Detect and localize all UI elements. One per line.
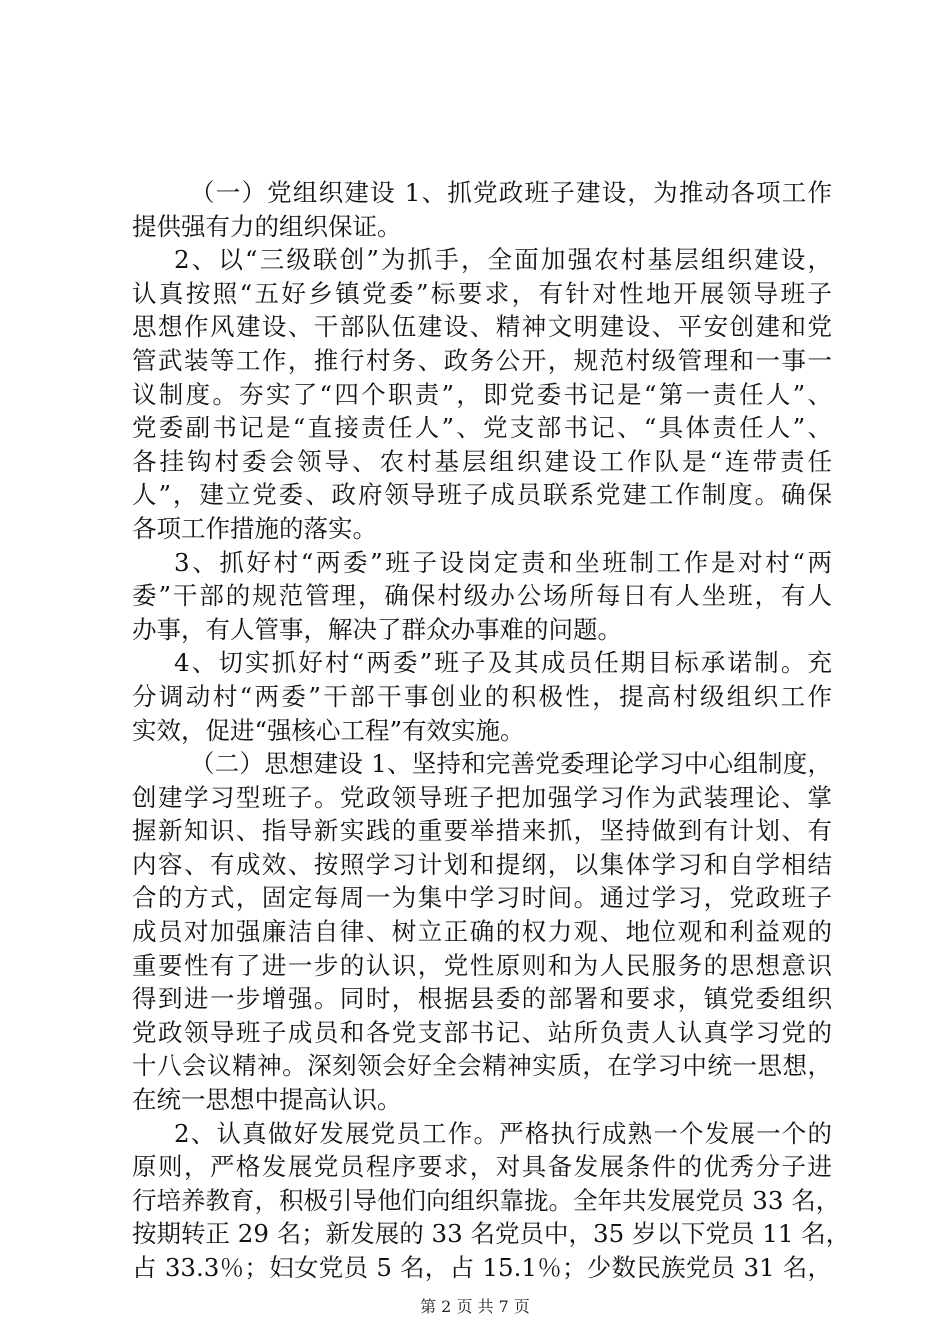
paragraph-line: 原则，严格发展党员程序要求，对具备发展条件的优秀分子进 bbox=[132, 1152, 832, 1182]
paragraph-line: 议制度。夯实了“四个职责”，即党委书记是“第一责任人”、 bbox=[132, 379, 832, 409]
paragraph-line: 占 33.3％；妇女党员 5 名，占 15.1％；少数民族党员 31 名， bbox=[132, 1253, 832, 1282]
paragraph-line: 成员对加强廉洁自律、树立正确的权力观、地位观和利益观的 bbox=[132, 917, 832, 947]
paragraph-line: 分调动村“两委”干部干事创业的积极性，提高村级组织工作 bbox=[132, 681, 832, 711]
paragraph-line: 2、以“三级联创”为抓手，全面加强农村基层组织建设， bbox=[174, 245, 832, 275]
paragraph-line: 创建学习型班子。党政领导班子把加强学习作为武装理论、掌 bbox=[132, 782, 832, 812]
paragraph-line: 十八会议精神。深刻领会好全会精神实质，在学习中统一思想， bbox=[132, 1051, 832, 1081]
document-body bbox=[132, 176, 851, 1285]
paragraph-line: 思想作风建设、干部队伍建设、精神文明建设、平安创建和党 bbox=[132, 312, 832, 342]
paragraph-line: 握新知识、指导新实践的重要举措来抓，坚持做到有计划、有 bbox=[132, 816, 832, 846]
paragraph-line: （二）思想建设 1、坚持和完善党委理论学习中心组制度， bbox=[190, 749, 832, 779]
paragraph-line: 管武装等工作，推行村务、政务公开，规范村级管理和一事一 bbox=[132, 345, 832, 375]
paragraph-line: 党委副书记是“直接责任人”、党支部书记、“具体责任人”、 bbox=[132, 413, 832, 443]
paragraph-line: 党政领导班子成员和各党支部书记、站所负责人认真学习党的 bbox=[132, 1017, 832, 1047]
paragraph-line: 各挂钩村委会领导、农村基层组织建设工作队是“连带责任 bbox=[132, 446, 832, 476]
paragraph-line: 提供强有力的组织保证。 bbox=[132, 211, 402, 241]
paragraph-line: 各项工作措施的落实。 bbox=[132, 513, 377, 543]
paragraph-line: （一）党组织建设 1、抓党政班子建设，为推动各项工作 bbox=[190, 178, 832, 207]
paragraph-line: 委”干部的规范管理，确保村级办公场所每日有人坐班，有人 bbox=[132, 581, 832, 611]
paragraph-line: 得到进一步增强。同时，根据县委的部署和要求，镇党委组织 bbox=[132, 984, 832, 1014]
paragraph-line: 重要性有了进一步的认识，党性原则和为人民服务的思想意识 bbox=[132, 950, 832, 980]
paragraph-line: 办事，有人管事，解决了群众办事难的问题。 bbox=[132, 614, 622, 644]
paragraph-line: 人”，建立党委、政府领导班子成员联系党建工作制度。确保 bbox=[132, 480, 832, 510]
paragraph-line: 内容、有成效、按照学习计划和提纲，以集体学习和自学相结 bbox=[132, 849, 832, 879]
paragraph-line: 合的方式，固定每周一为集中学习时间。通过学习，党政班子 bbox=[132, 883, 832, 913]
paragraph-line: 4、切实抓好村“两委”班子及其成员任期目标承诺制。充 bbox=[174, 648, 832, 678]
paragraph-line: 实效，促进“强核心工程”有效实施。 bbox=[132, 715, 525, 745]
paragraph-line: 行培养教育，积极引导他们向组织靠拢。全年共发展党员 33 名， bbox=[132, 1185, 841, 1215]
paragraph-line: 3、抓好村“两委”班子设岗定责和坐班制工作是对村“两 bbox=[174, 547, 832, 577]
paragraph-line: 认真按照“五好乡镇党委”标要求，有针对性地开展领导班子 bbox=[132, 278, 832, 308]
page-number-footer: 第 2 页 共 7 页 bbox=[420, 1297, 530, 1316]
paragraph-line: 2、认真做好发展党员工作。严格执行成熟一个发展一个的 bbox=[174, 1118, 832, 1148]
paragraph-line: 按期转正 29 名；新发展的 33 名党员中，35 岁以下党员 11 名， bbox=[132, 1219, 851, 1249]
paragraph-line: 在统一思想中提高认识。 bbox=[132, 1085, 402, 1115]
